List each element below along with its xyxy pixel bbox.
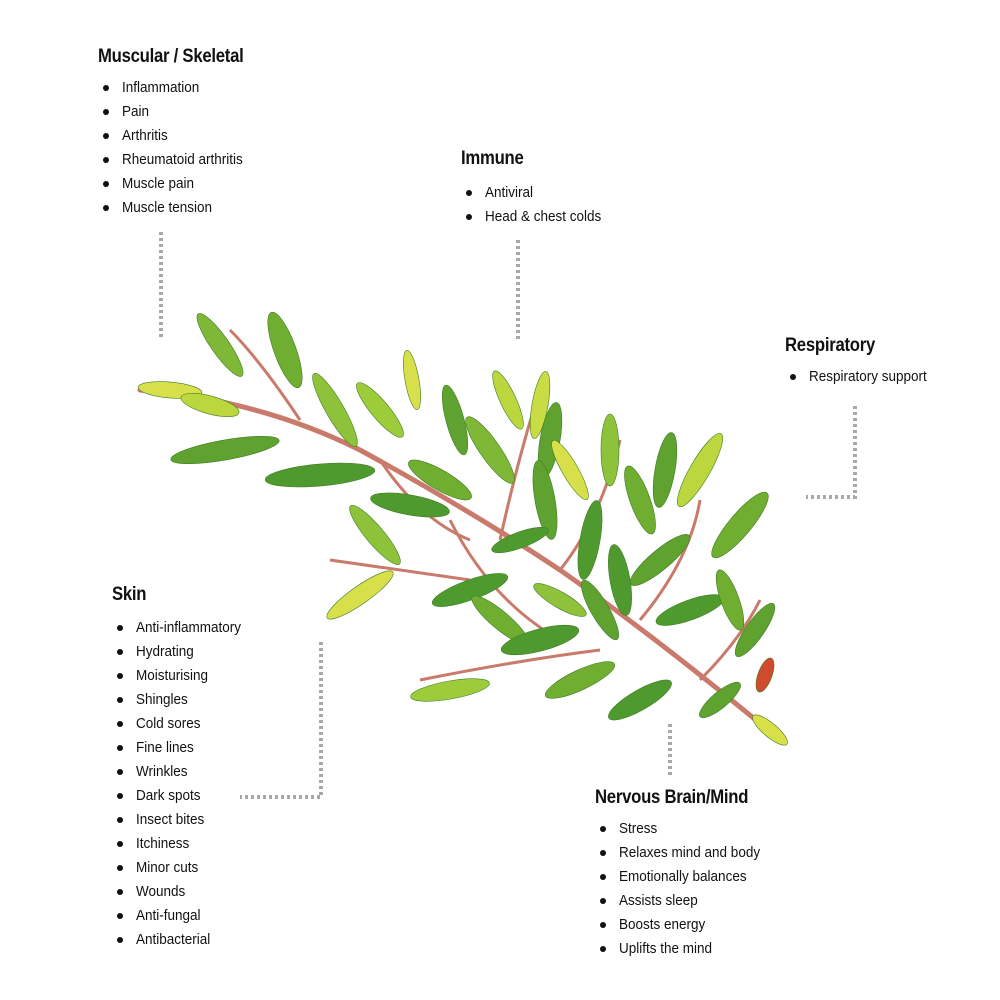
list-item: Insect bites	[112, 808, 253, 832]
nervous-brain-mind-heading: Nervous Brain/Mind	[595, 787, 749, 808]
bullet-icon	[117, 721, 123, 727]
skin-section	[112, 583, 253, 952]
immune-list	[461, 181, 614, 229]
bullet-icon	[600, 898, 606, 904]
bullet-icon	[600, 874, 606, 880]
bullet-icon	[103, 109, 109, 115]
list-item: Shingles	[112, 688, 253, 712]
list-item: Inflammation	[98, 76, 263, 100]
bullet-icon	[600, 850, 606, 856]
bullet-icon	[103, 133, 109, 139]
respiratory-heading: Respiratory	[785, 335, 876, 356]
list-item: Minor cuts	[112, 856, 253, 880]
list-item: Hydrating	[112, 640, 253, 664]
bullet-icon	[600, 826, 606, 832]
list-item: Relaxes mind and body	[595, 841, 776, 865]
respiratory-list	[785, 365, 940, 389]
muscular-skeletal-section	[98, 45, 263, 220]
bullet-icon	[466, 214, 472, 220]
list-item: Stress	[595, 817, 776, 841]
list-item: Wounds	[112, 880, 253, 904]
list-item: Emotionally balances	[595, 865, 776, 889]
bullet-icon	[103, 157, 109, 163]
list-item: Antiviral	[461, 181, 614, 205]
connector-respiratory	[806, 406, 855, 497]
bullet-icon	[103, 85, 109, 91]
bullet-icon	[117, 625, 123, 631]
bullet-icon	[117, 865, 123, 871]
bullet-icon	[117, 769, 123, 775]
list-item: Arthritis	[98, 124, 263, 148]
list-item: Dark spots	[112, 784, 253, 808]
bullet-icon	[103, 181, 109, 187]
bullet-icon	[600, 922, 606, 928]
list-item: Rheumatoid arthritis	[98, 148, 263, 172]
list-item: Pain	[98, 100, 263, 124]
immune-heading: Immune	[461, 148, 524, 169]
respiratory-section	[785, 334, 940, 389]
nervous-brain-mind-list	[595, 817, 776, 961]
list-item: Uplifts the mind	[595, 937, 776, 961]
immune-section	[461, 147, 614, 229]
list-item: Moisturising	[112, 664, 253, 688]
bullet-icon	[117, 841, 123, 847]
list-item: Anti-fungal	[112, 904, 253, 928]
nervous-brain-mind-section	[595, 786, 776, 961]
list-item: Anti-inflammatory	[112, 616, 253, 640]
skin-heading: Skin	[112, 584, 147, 605]
list-item: Antibacterial	[112, 928, 253, 952]
list-item: Itchiness	[112, 832, 253, 856]
bullet-icon	[117, 673, 123, 679]
bullet-icon	[117, 745, 123, 751]
bullet-icon	[117, 937, 123, 943]
list-item: Assists sleep	[595, 889, 776, 913]
list-item: Muscle pain	[98, 172, 263, 196]
list-item: Fine lines	[112, 736, 253, 760]
muscular-skeletal-list	[98, 76, 263, 220]
list-item: Cold sores	[112, 712, 253, 736]
bullet-icon	[117, 697, 123, 703]
skin-list	[112, 616, 253, 952]
bullet-icon	[103, 205, 109, 211]
list-item: Respiratory support	[785, 365, 940, 389]
bullet-icon	[117, 793, 123, 799]
muscular-skeletal-heading: Muscular / Skeletal	[98, 46, 244, 67]
list-item: Head & chest colds	[461, 205, 614, 229]
bullet-icon	[466, 190, 472, 196]
bullet-icon	[117, 889, 123, 895]
list-item: Muscle tension	[98, 196, 263, 220]
bullet-icon	[117, 817, 123, 823]
bullet-icon	[600, 946, 606, 952]
bullet-icon	[790, 374, 796, 380]
bullet-icon	[117, 649, 123, 655]
bullet-icon	[117, 913, 123, 919]
list-item: Wrinkles	[112, 760, 253, 784]
list-item: Boosts energy	[595, 913, 776, 937]
